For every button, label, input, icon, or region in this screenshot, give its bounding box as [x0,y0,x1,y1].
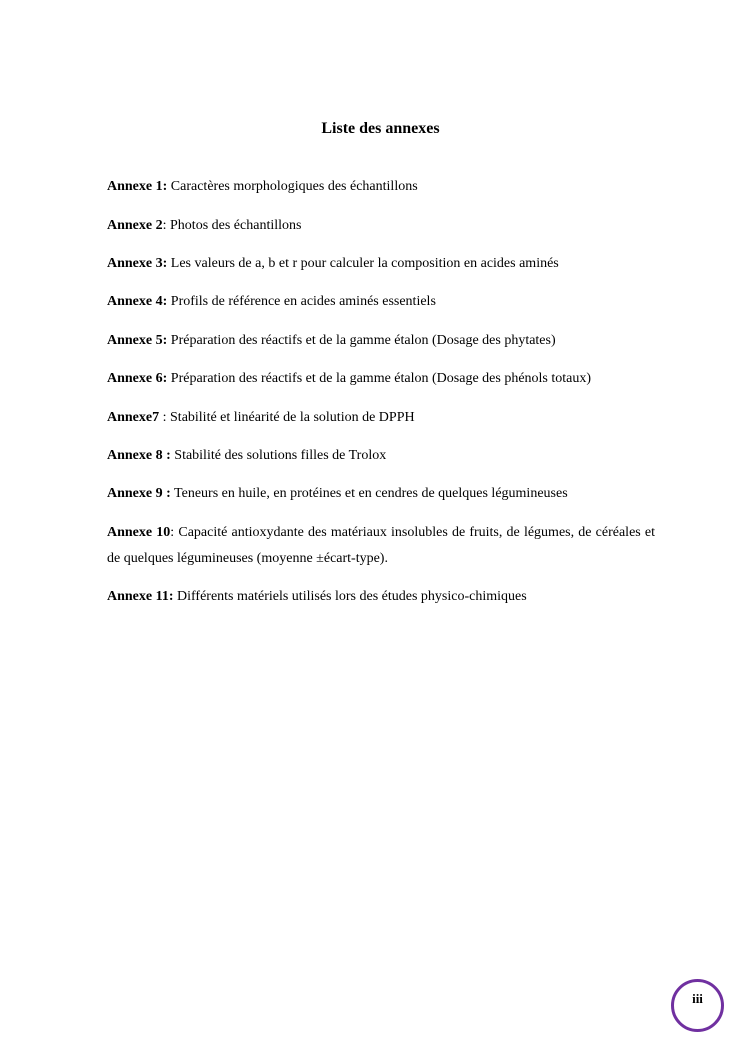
annex-label: Annexe 6: [107,371,168,386]
annex-text: Préparation des réactifs et de la gamme étalon (Dosage des phytates) [170,333,556,348]
annex-item-6 [107,366,655,392]
annex-separator: : [159,410,171,425]
page-number-circle [671,979,724,1032]
annex-label: Annexe 1: [107,179,168,194]
annex-label: Annexe 10 [107,525,171,540]
annex-item-4 [107,289,655,315]
annex-item-10 [107,520,655,572]
page-number: iii [692,991,703,1006]
annex-separator: : [162,218,171,233]
annex-text: Capacité antioxydante des matériaux insolubles de fruits, de légumes, de céréales et de quelques légumineuses (moyenne ±écart-type). [107,525,656,566]
annex-label: Annexe 8 : [107,448,171,463]
annex-item-9 [107,481,655,507]
annex-text: Stabilité et linéarité de la solution de DPPH [170,410,415,425]
annex-separator: : [170,525,179,540]
annex-text: Caractères morphologiques des échantillons [170,179,418,194]
page-title: Liste des annexes [321,120,440,137]
annex-text: Préparation des réactifs et de la gamme étalon (Dosage des phénols totaux) [170,371,592,386]
annex-label: Annexe 9 : [107,486,171,501]
annex-text: Teneurs en huile, en protéines et en cendres de quelques légumineuses [174,486,568,501]
annex-text: Photos des échantillons [170,218,302,233]
annex-text: Différents matériels utilisés lors des études physico-chimiques [177,589,527,604]
annex-item-8 [107,443,655,469]
annex-label: Annexe 4: [107,294,168,309]
annex-item-5 [107,328,655,354]
annex-text: Stabilité des solutions filles de Trolox [174,448,387,463]
annex-text: Profils de référence en acides aminés essentiels [170,294,436,309]
annex-text: Les valeurs de a, b et r pour calculer la composition en acides aminés [170,256,559,271]
annex-item-11 [107,584,655,610]
annex-item-3 [107,251,655,277]
annex-item-7 [107,405,655,431]
annex-label: Annexe 5: [107,333,168,348]
annex-item-2 [107,213,655,239]
annex-item-1 [107,174,655,200]
annex-label: Annexe7 [107,410,160,425]
annex-label: Annexe 3: [107,256,168,271]
annex-label: Annexe 11: [107,589,174,604]
annex-label: Annexe 2 [107,218,163,233]
